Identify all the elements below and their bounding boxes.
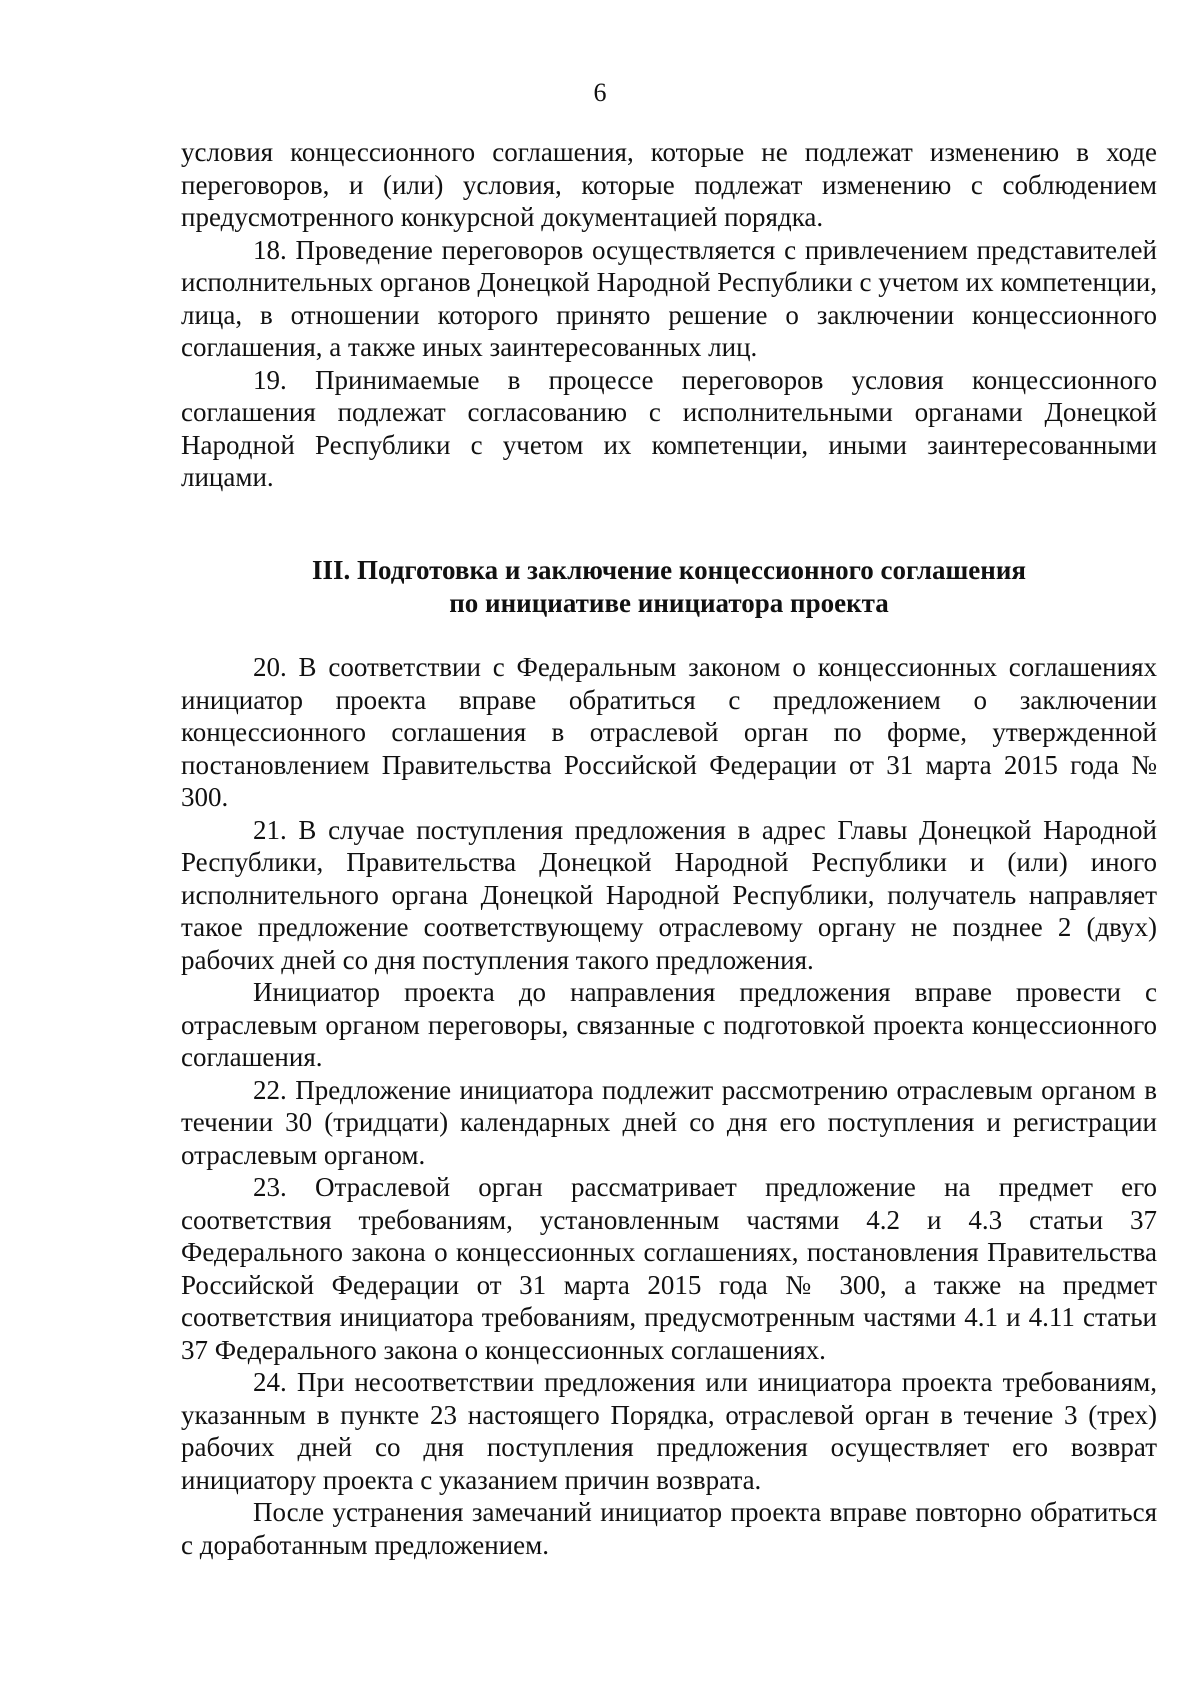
section-heading-line-1: III. Подготовка и заключение концессионного соглашения <box>312 555 1026 585</box>
paragraph-20: 20. В соответствии с Федеральным законом о концессионных соглашениях инициатор проекта вправе обратиться с предложением о заключении концессионного соглашения в отраслевой орган по форме, утвержденной постановлением Правительства Российской Федерации от 31 марта 2015 года № 300. <box>181 652 1157 812</box>
paragraph-19: 19. Принимаемые в процессе переговоров условия концессионного соглашения подлежат согласованию с исполнительными органами Донецкой Народной Республики с учетом их компетенции, иными заинтересованными лицами. <box>181 364 1157 492</box>
paragraph-21-continuation: Инициатор проекта до направления предложения вправе провести с отраслевым органом переговоры, связанные с подготовкой проекта концессионного соглашения. <box>181 977 1157 1072</box>
paragraph-21: 21. В случае поступления предложения в адрес Главы Донецкой Народной Республики, Правительства Донецкой Народной Республики и (или) иного исполнительного органа Донецкой Народной Республики, получатель направляет такое предложение соответствующему отраслевому органу не позднее 2 (двух) рабочих дней со дня поступления такого предложения. <box>181 814 1157 975</box>
text-block-top <box>181 136 1157 494</box>
section-heading-line-2: по инициативе инициатора проекта <box>449 587 889 618</box>
paragraph-24: 24. При несоответствии предложения или инициатора проекта требованиям, указанным в пункте 23 настоящего Порядка, отраслевой орган в течение 3 (трех) рабочих дней со дня поступления предложения осуществляет его возврат инициатору проекта с указанием причин возврата. <box>181 1367 1157 1495</box>
section-heading <box>181 554 1157 619</box>
paragraph-18: 18. Проведение переговоров осуществляется с привлечением представителей исполнительных органов Донецкой Народной Республики с учетом их компетенции, лица, в отношении которого принято решение о заключении концессионного соглашения, а также иных заинтересованных лиц. <box>181 234 1157 362</box>
paragraph-24-continuation: После устранения замечаний инициатор проекта вправе повторно обратиться с доработанным предложением. <box>181 1497 1157 1560</box>
paragraph-22: 22. Предложение инициатора подлежит рассмотрению отраслевым органом в течении 30 (тридцати) календарных дней со дня его поступления и регистрации отраслевым органом. <box>181 1074 1157 1170</box>
text-block-bottom <box>181 651 1157 1561</box>
paragraph-continuation: условия концессионного соглашения, которые не подлежат изменению в ходе переговоров, и (или) условия, которые подлежат изменению с соблюдением предусмотренного конкурсной документацией порядка. <box>181 137 1157 232</box>
paragraph-23: 23. Отраслевой орган рассматривает предложение на предмет его соответствия требованиям, установленным частями 4.2 и 4.3 статьи 37 Федерального закона о концессионных соглашениях, постановления Правительства Российской Федерации от 31 марта 2015 года № 300, а также на предмет соответствия инициатора требованиям, предусмотренным частями 4.1 и 4.11 статьи 37 Федерального закона о концессионных соглашениях. <box>181 1172 1157 1365</box>
page-number: 6 <box>593 78 607 107</box>
